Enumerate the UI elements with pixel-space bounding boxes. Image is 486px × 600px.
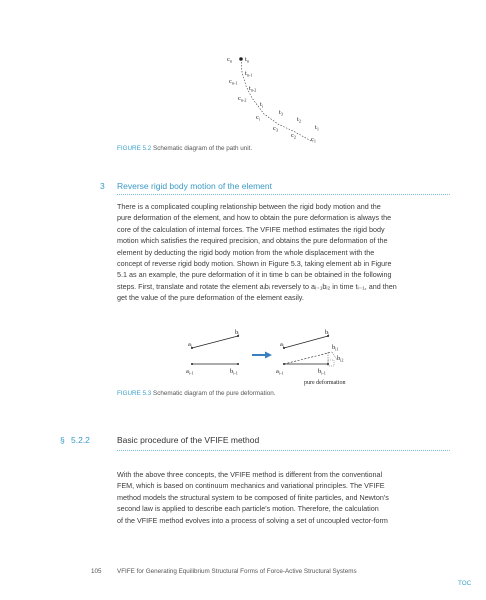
transform-arrow-icon xyxy=(252,352,272,359)
label-cn2: c xyxy=(238,95,241,102)
label-pure-deformation: pure deformation xyxy=(304,380,346,386)
svg-text:ai: $a_i$ xyxy=(188,341,193,349)
paragraph-line: motion which satisfies the required precision, and obtains the pure deformation of the xyxy=(117,236,388,246)
svg-text:bi: $b_i$ xyxy=(235,329,240,337)
svg-text:bi-1: $b_{i-1}$ xyxy=(230,368,238,376)
paragraph-line: There is a complicated coupling relationship between the rigid body motion and the xyxy=(117,202,381,211)
figure-5-2-text: Schematic diagram of the path unit. xyxy=(153,145,253,152)
label-ti: t xyxy=(260,101,262,108)
svg-text:t3: $t_3$ xyxy=(279,109,283,117)
svg-text:ai-1: $a_{i-1}$ xyxy=(186,368,194,376)
toc-link[interactable]: TOC xyxy=(458,580,472,587)
page-number: 105 xyxy=(91,568,102,575)
section-522-paragraph xyxy=(117,469,389,526)
label-cn1: c xyxy=(229,78,232,85)
label-bi-1: b xyxy=(230,368,234,375)
paragraph-line: core of the calculation of internal forces. The VFIFE method estimates the rigid body xyxy=(117,224,385,234)
label-ai: a xyxy=(188,341,191,348)
label-t2: t xyxy=(297,116,299,123)
label-tn: t xyxy=(245,56,247,63)
paragraph-line: second law is applied to describe each particle's motion. Therefore, the calculation xyxy=(117,504,379,514)
paragraph-line: element by deducting the rigid body motion from the whole displacement with the xyxy=(117,247,375,257)
label-ai-1: a xyxy=(186,368,189,375)
svg-text:cn-1: $c_{n-1}$ xyxy=(229,78,238,86)
label-c3: c xyxy=(273,125,276,132)
paragraph-line: 5.1 as an example, the pure deformation of it in time b can be obtained in the following xyxy=(117,270,392,280)
svg-text:ci: $c_i$ xyxy=(256,114,261,122)
figure-5-3-caption xyxy=(117,390,276,397)
svg-text:cn-2: $c_{n-2}$ xyxy=(238,95,247,103)
svg-text:bi2: $b_{i2}$ xyxy=(337,355,344,363)
figure-path-unit xyxy=(220,50,330,145)
section-symbol: § xyxy=(60,435,65,445)
section-3-title: Reverse rigid body motion of the element xyxy=(117,181,272,191)
label-c2: c xyxy=(291,132,294,139)
paragraph-line: pure deformation of the element, and how to obtain the pure deformation is always the xyxy=(117,213,392,223)
label-t3: t xyxy=(279,109,281,116)
figure-pure-deformation xyxy=(180,328,380,390)
paragraph-line: With the above three concepts, the VFIFE method is different from the conventional xyxy=(117,470,383,479)
svg-text:ai: $a_i$ xyxy=(280,341,285,349)
element-ab-time-i-right xyxy=(284,336,328,348)
running-title: VFIFE for Generating Equilibrium Structural Forms of Force-Active Structural Systems xyxy=(117,568,357,575)
svg-text:t2: $t_2$ xyxy=(297,116,301,124)
svg-text:c1: $c_1$ xyxy=(311,136,316,144)
paragraph-line: concept of reverse rigid body motion. Shown in Figure 5.3, taking element ab in Figure xyxy=(117,259,392,269)
svg-text:ti: $t_i$ xyxy=(260,101,263,109)
svg-text:c2: $c_2$ xyxy=(291,132,296,140)
svg-text:tn: $t_n$ xyxy=(245,56,249,64)
label-bi-1-right: b xyxy=(318,368,322,375)
svg-text:tn-1: $t_{n-1}$ xyxy=(245,70,253,78)
label-bi-right: b xyxy=(325,329,329,336)
section-3-divider xyxy=(117,194,450,195)
paragraph-line: get the value of the pure deformation of the element easily. xyxy=(117,293,304,303)
svg-text:bi-1: $b_{i-1}$ xyxy=(318,368,326,376)
svg-text:bi: $b_i$ xyxy=(325,329,330,337)
svg-text:cn: $c_n$ xyxy=(227,56,232,64)
figure-5-3-label: FIGURE 5.3 xyxy=(117,390,152,397)
label-t1: t xyxy=(315,124,317,131)
section-3-number: 3 xyxy=(100,181,105,191)
path-start-point xyxy=(239,57,243,61)
svg-text:ai-1: $a_{i-1}$ xyxy=(276,368,284,376)
figure-5-3-text: Schematic diagram of the pure deformation. xyxy=(153,390,276,397)
element-ab-time-i xyxy=(192,336,238,348)
figure-5-2-caption xyxy=(117,145,252,152)
label-ai-right: a xyxy=(280,341,283,348)
svg-text:tn-2: $t_{n-2}$ xyxy=(249,85,257,93)
paragraph-line: steps. First, translate and rotate the element aᵢbᵢ reversely to aᵢ₋₁bᵢ₂ in time tᵢ₋₁, and then xyxy=(117,281,397,291)
svg-text:t1: $t_1$ xyxy=(315,124,319,132)
label-tn1: t xyxy=(245,70,247,77)
label-bi1: b xyxy=(332,344,336,351)
svg-text:c3: $c_3$ xyxy=(273,125,278,133)
section-3-paragraph xyxy=(117,201,397,304)
label-c1: c xyxy=(311,136,314,143)
label-ci: c xyxy=(256,114,259,121)
paragraph-line: method models the structural system to be composed of finite particles, and Newton's xyxy=(117,492,389,502)
section-522-divider xyxy=(117,450,450,451)
label-ai-1-right: a xyxy=(276,368,279,375)
svg-text:bi1: $b_{i1}$ xyxy=(332,344,339,352)
section-522-number: 5.2.2 xyxy=(71,435,90,445)
label-tn2: t xyxy=(249,85,251,92)
paragraph-line: FEM, which is based on continuum mechanics and variational principles. The VFIFE xyxy=(117,481,385,491)
section-522-title: Basic procedure of the VFIFE method xyxy=(117,435,260,445)
pure-deformation-box xyxy=(328,360,334,366)
reverse-rotated-element xyxy=(284,352,332,364)
label-bi2: b xyxy=(337,355,341,362)
label-bi: b xyxy=(235,329,239,336)
paragraph-line: of the VFIFE method evolves into a process of solving a set of uncoupled vector-form xyxy=(117,515,388,525)
label-cn: c xyxy=(227,56,230,63)
figure-5-2-label: FIGURE 5.2 xyxy=(117,145,152,152)
